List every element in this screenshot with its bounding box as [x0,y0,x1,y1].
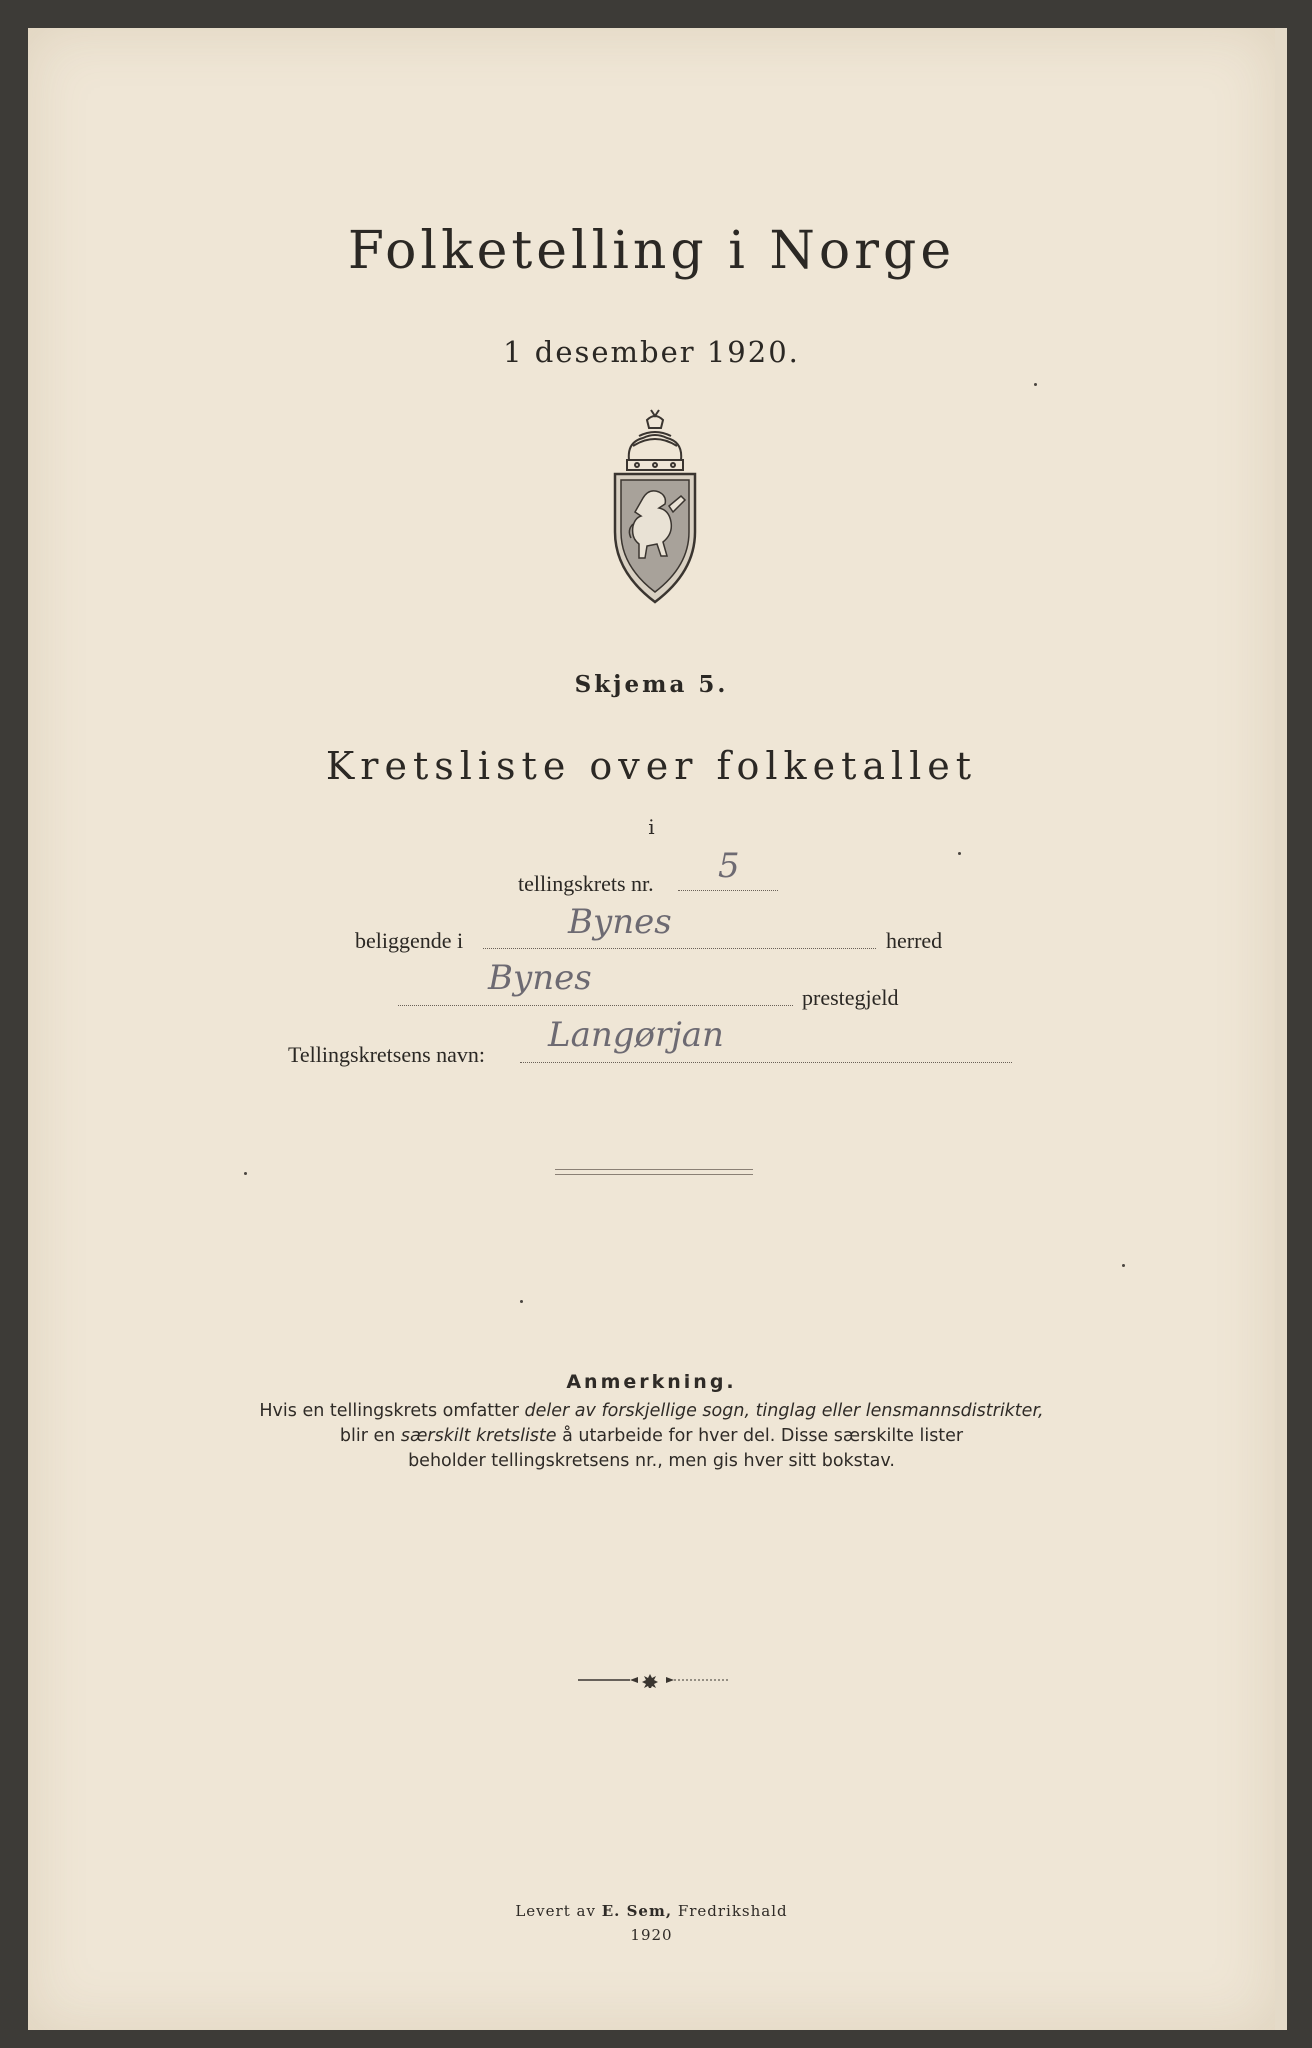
form-heading: Kretsliste over folketallet [325,744,978,788]
note-line-2-start: blir en [339,1426,401,1446]
census-form-page [28,28,1275,2030]
located-in-line [483,948,876,949]
note-line-2-end: å utarbeide for hver del. Disse særskilte lister [556,1426,964,1446]
note-line-1-plain: Hvis en tellingskrets omfatter [259,1401,525,1421]
note-line-2-italic: særskilt kretsliste [400,1426,557,1446]
note-line-2 [28,1426,1275,1446]
page-edge [1275,28,1287,2030]
document-title: Folketelling i Norge [347,221,956,281]
census-district-value: 5 [718,846,740,886]
ornament-divider-icon [578,1672,730,1688]
located-in-value: Bynes [568,902,672,942]
note-line-1 [28,1401,1275,1421]
printer-prefix: Levert av [515,1902,602,1920]
printer-city: Fredrikshald [672,1902,788,1920]
herred-label: herred [886,928,943,953]
census-district-label: tellingskrets nr. [518,871,654,896]
note-line-1-italic: deler av forskjellige sogn, tinglag eller lensmannsdistrikter, [524,1401,1044,1421]
connector-i: i [648,815,655,839]
printer-name: E. Sem, [601,1902,673,1920]
parish-value: Bynes [488,958,592,998]
schema-number: Skjema 5. [574,671,729,698]
note-line-3: beholder tellingskretsens nr., men gis hver sitt bokstav. [408,1451,895,1471]
paper-speck [958,852,961,855]
paper-speck [1122,1264,1125,1267]
district-name-label: Tellingskretsens navn: [288,1042,486,1067]
parish-line [398,1005,793,1006]
printer-credit [28,1902,1275,1920]
census-district-line [678,890,778,891]
printer-year: 1920 [630,1926,673,1944]
paper-speck [244,1172,247,1175]
document-date: 1 desember 1920. [503,335,800,369]
paper-speck [1034,383,1037,386]
parish-label: prestegjeld [802,985,899,1010]
district-name-value: Langørjan [548,1015,724,1055]
norwegian-coat-of-arms-icon [603,406,707,606]
note-heading: Anmerkning. [566,1371,737,1393]
district-name-line [520,1062,1012,1063]
located-in-label: beliggende i [355,928,464,953]
paper-speck [520,1300,523,1303]
divider [555,1169,753,1175]
